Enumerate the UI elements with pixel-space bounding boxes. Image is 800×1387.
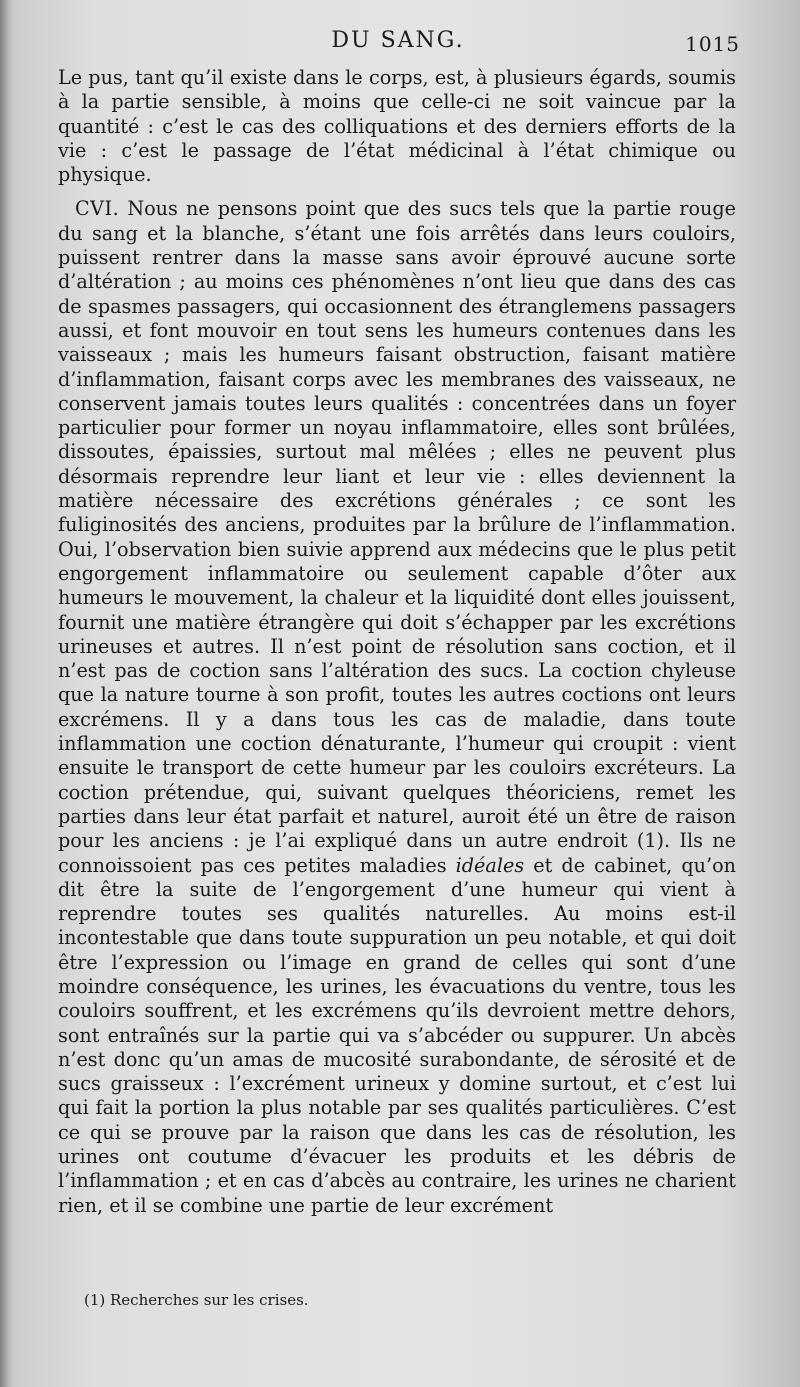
page-gutter-shadow <box>0 0 14 1387</box>
running-title: DU SANG. <box>331 28 465 53</box>
page-number: 1015 <box>685 32 740 56</box>
paragraph-text-part-2: et de cabinet, qu’on dit être la suite de l’engorgement d’une humeur qui vient à reprendre toutes ses qualités naturelles. Au moins est-il incontestable que dans toute suppuration un peu notable, et qui doit être l’expression ou l’image en grand de celles qui sont d’une moindre conséquence, les urines, les évacuations du ventre, tous les couloirs souffrent, et les excrémens qu’ils devroient mettre dehors, sont entraînés sur la partie qui va s’abcéder ou suppurer. Un abcès n’est donc qu’un amas de mucosité surabondante, de sérosité et de sucs graisseux : l’excrément urineux y domine surtout, et c’est lui qui fait la portion la plus notable par ses qualités particulières. C’est ce qui se prouve par la raison que dans les cas de résolution, les urines ont coutume d’évacuer les produits et les débris de l’inflammation ; et en cas d’abcès au contraire, les urines ne charient rien, et il se combine une partie de leur excrément <box>58 853 736 1217</box>
paragraph-continued: Le pus, tant qu’il existe dans le corps, est, à plusieurs égards, soumis à la partie sensible, à moins que celle-ci ne soit vaincue par la quantité : c’est le cas des colliquations et des derniers efforts de la vie : c’est le passage de l’état médicinal à l’état chimique ou physique. <box>58 66 736 187</box>
section-number: CVI. <box>75 197 120 221</box>
paragraph-text-part-1: Nous ne pensons point que des sucs tels que la partie rouge du sang et la blanche, s’étant une fois arrêtés dans leurs couloirs, puissent rentrer dans la masse sans avoir éprouvé aucune sorte d’altération ; au moins ces phénomènes n’ont lieu que dans des cas de spasmes passagers, qui occasionnent des étranglemens passagers aussi, et font mouvoir en tout sens les humeurs contenues dans les vaisseaux ; mais les humeurs faisant obstruction, faisant matière d’inflammation, faisant corps avec les membranes des vaisseaux, ne conservent jamais toutes leurs qualités : concentrées dans un foyer particulier pour former un noyau inflammatoire, elles sont brûlées, dissoutes, épaissies, surtout mal mêlées ; elles ne peuvent plus désormais reprendre leur liant et leur vie : elles deviennent la matière nécessaire des excrétions générales ; ce sont les fuliginosités des anciens, produites par la brûlure de l’inflammation. Oui, l’observation bien suivie apprend aux médecins que le plus petit engorgement inflammatoire ou seulement capable d’ôter aux humeurs le mouvement, la chaleur et la liquidité dont elles jouissent, fournit une matière étrangère qui doit s’échapper par les excrétions urineuses et autres. Il n’est point de résolution sans coction, et il n’est pas de coction sans l’altération des sucs. La coction chyleuse que la nature tourne à son profit, toutes les autres coctions ont leurs excrémens. Il y a dans tous les cas de maladie, dans toute inflammation une coction dénaturante, l’humeur qui croupit : vient ensuite le transport de cette humeur par les couloirs excréteurs. La coction prétendue, qui, suivant quelques théoriciens, remet les parties dans leur état parfait et naturel, auroit été un être de raison pour les anciens : je l’ai expliqué dans un autre endroit (1). Ils ne connoissoient pas ces petites maladies <box>58 197 736 877</box>
body-text <box>58 66 736 1218</box>
footnote: (1) Recherches sur les crises. <box>84 1291 309 1309</box>
italic-term: idéales <box>455 853 525 877</box>
page-header <box>56 28 740 64</box>
paragraph-section-cvi <box>58 197 736 1217</box>
